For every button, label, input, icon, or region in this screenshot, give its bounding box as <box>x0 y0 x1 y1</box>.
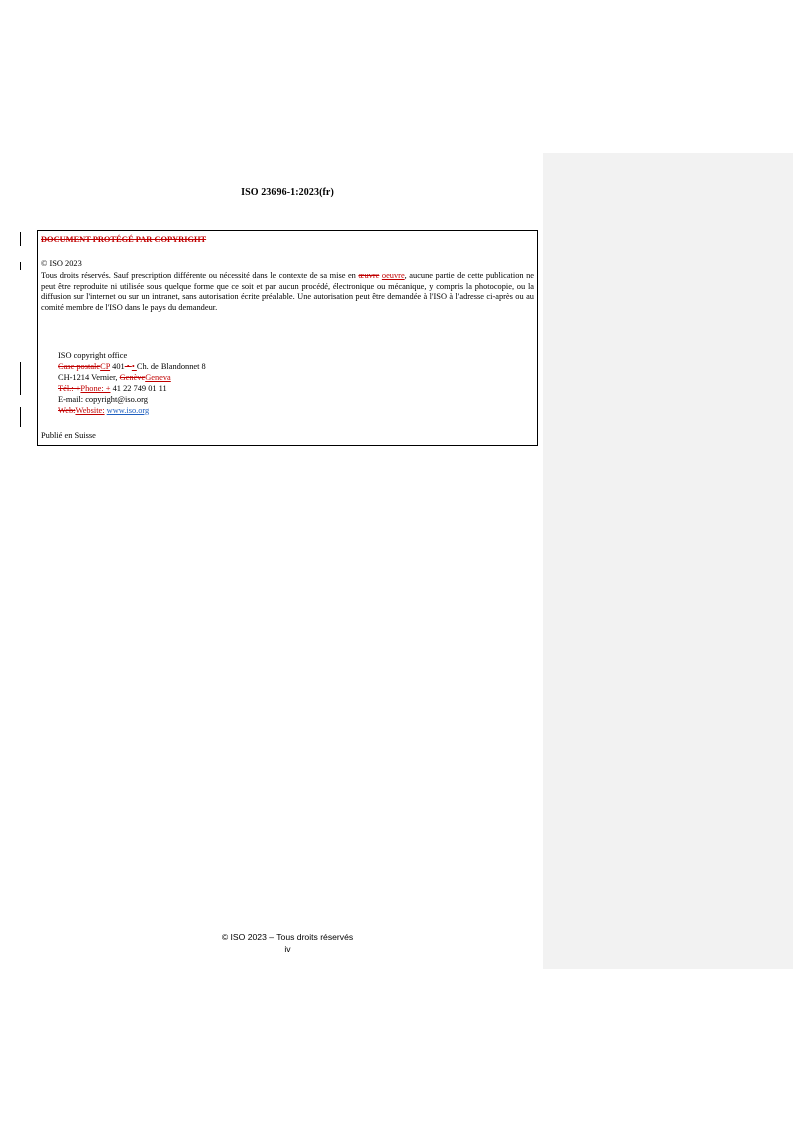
inserted-text: • <box>131 362 137 371</box>
address-line-phone <box>58 384 167 395</box>
copyright-box <box>37 230 538 446</box>
address-text: CH-1214 Vernier, <box>58 373 120 382</box>
published-line: Publié en Suisse <box>41 431 96 440</box>
change-bar <box>20 362 21 395</box>
deleted-text: Genève <box>119 373 146 382</box>
change-bar <box>20 262 21 270</box>
copyright-heading: DOCUMENT PROTÉGÉ PAR COPYRIGHT <box>41 235 207 244</box>
inserted-text: Phone: + <box>80 384 111 393</box>
inserted-text: Geneva <box>145 373 171 382</box>
change-bar <box>20 232 21 246</box>
footer-copyright: © ISO 2023 – Tous droits réservés <box>221 932 354 942</box>
page-number: iv <box>284 944 291 954</box>
website-link[interactable]: www.iso.org <box>106 406 150 415</box>
address-line-email: E-mail: copyright@iso.org <box>58 395 148 404</box>
rights-paragraph <box>41 271 534 313</box>
copyright-line: © ISO 2023 <box>41 259 82 268</box>
deleted-text: Web: <box>58 406 76 415</box>
address-text: 41 22 749 01 11 <box>110 384 167 393</box>
inserted-text: CP <box>100 362 111 371</box>
deleted-word: œuvre <box>358 271 380 280</box>
comment-pane <box>543 153 793 969</box>
deleted-text: Case postale <box>58 362 101 371</box>
deleted-text: • <box>124 362 132 371</box>
address-line-office: ISO copyright office <box>58 351 128 360</box>
inserted-word: oeuvre <box>381 271 405 280</box>
document-header: ISO 23696-1:2023(fr) <box>241 187 334 198</box>
inserted-text: Website: <box>75 406 105 415</box>
paragraph-text: , aucune partie de cette publication ne peut être reproduite ni utilisée sous quelque forme que ce soit et par aucun procédé, électronique ou mécanique, y compris la photocopie, ou la diffusion sur l'internet ou sur un intranet, sans autorisation écrite préalable. Une autorisation peut être demandée à l'ISO à l'adresse ci-après ou au comité membre de l'ISO dans le pays du demandeur. <box>41 271 535 312</box>
address-line-box <box>58 362 206 373</box>
change-bar <box>20 407 21 427</box>
address-line-city <box>58 373 171 384</box>
address-text: 401 <box>110 362 125 371</box>
address-text: Ch. de Blandonnet 8 <box>136 362 206 371</box>
deleted-text: Tél.: + <box>58 384 81 393</box>
paragraph-text: Tous droits réservés. Sauf prescription différente ou nécessité dans le contexte de sa mise en <box>41 271 359 280</box>
address-line-web <box>58 406 149 417</box>
